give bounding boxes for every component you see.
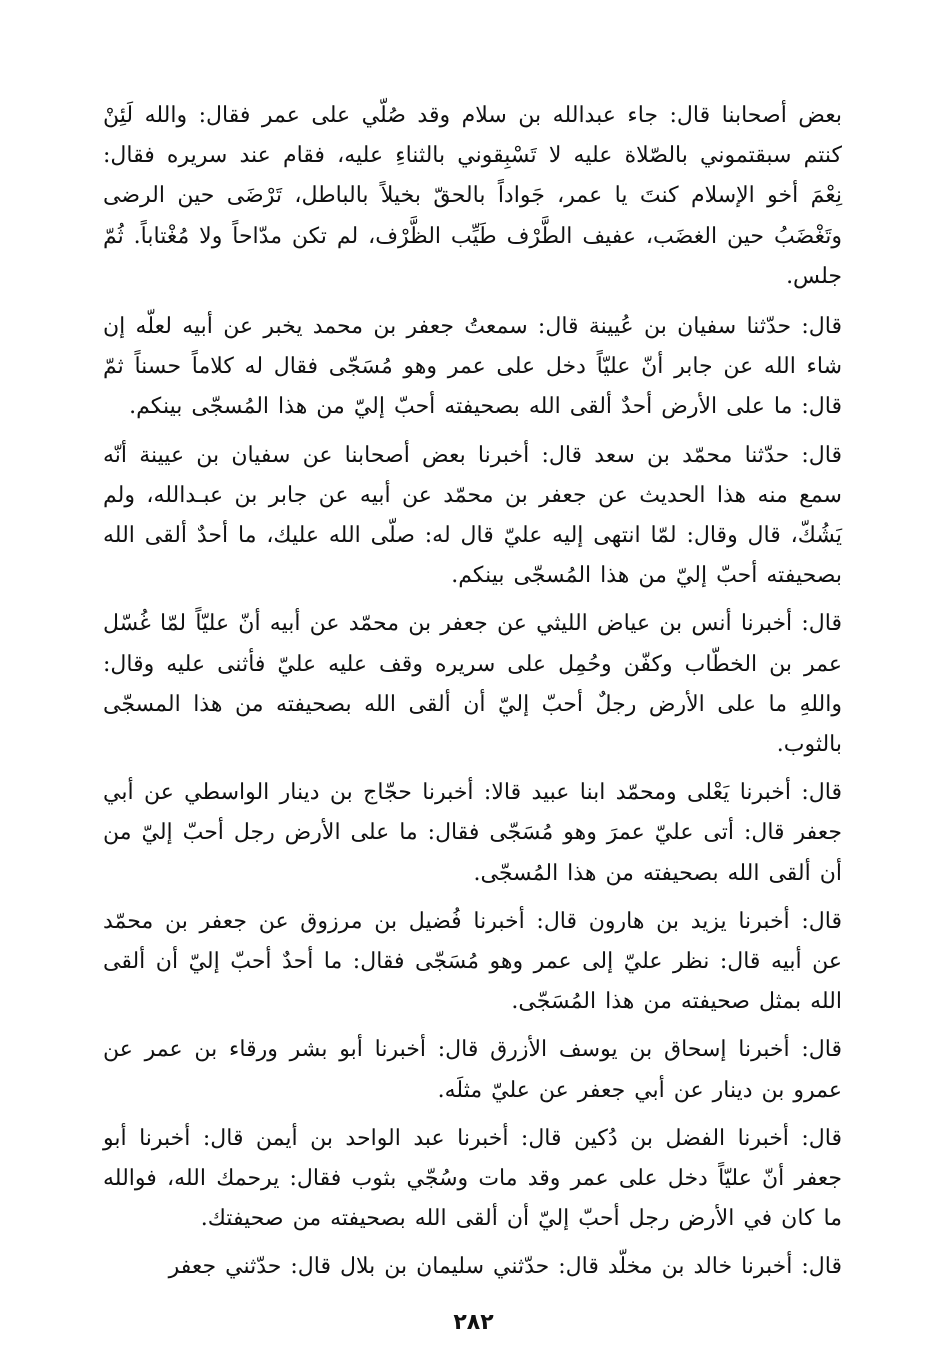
paragraph-5: قال: أخبرنا يَعْلى ومحمّد ابنا عبيد قالا: أخبرنا حجّاج بن دينار الواسطي عن أبي جعفر قال: أتى عليّ عمرَ وهو مُسَجّى فقال: ما على الأرض رجل أحبّ إليّ من أن ألقى الله بصحيفته من هذا المُسجّى. <box>103 780 842 886</box>
paragraph-4: قال: أخبرنا أنس بن عياض الليثي عن جعفر بن محمّد عن أبيه أنّ عليّاً لمّا غُسّل عمر بن الخطّاب وكفّن وحُمِل على سريره وقف عليه عليّ فأثنى عليه وقال: واللهِ ما على الأرض رجلٌ أحبّ إليّ أن ألقى الله بصحيفته من هذا المسجّى بالثوب. <box>103 611 842 758</box>
paragraph-8: قال: أخبرنا الفضل بن دُكين قال: أخبرنا عبد الواحد بن أيمن قال: أخبرنا أبو جعفر أنّ عليّاً دخل على عمر وقد مات وسُجّي بثوب فقال: يرحمك الله، فوالله ما كان في الأرض رجل أحبّ إليّ أن ألقى الله بصحيفته من صحيفتك. <box>103 1125 842 1232</box>
paragraph-9: قال: أخبرنا خالد بن مخلّد قال: حدّثني سليمان بن بلال قال: حدّثني جعفر <box>168 1254 842 1280</box>
paragraph-2: قال: حدّثنا سفيان بن عُيينة قال: سمعتُ جعفر بن محمد يخبر عن أبيه لعلّه إن شاء الله عن جابر أنّ عليّاً دخل على عمر وهو مُسَجّى فقال له كلاماً حسناً ثمّ قال: ما على الأرض أحدٌ ألقى الله بصحيفته أحبّ إليّ من هذا المُسجّى بينكم. <box>103 314 842 420</box>
paragraph-1: بعض أصحابنا قال: جاء عبدالله بن سلام وقد صُلّي على عمر فقال: والله لَئِنْ كنتم سبقتموني بالصّلاة عليه لا تَسْبِقوني بالثناءِ عليه، فقام عند سريره فقال: نِعْمَ أخو الإسلام كنتَ يا عمر، جَواداً بالحقّ بخيلاً بالباطل، تَرْضَى حين الرضى وتَغْضَبُ حين الغضَب، عفيف الطَّرْف طَيِّب الظَّرْف، لم تكن مدّاحاً ولا مُغْتاباً. ثُمّ جلس. <box>103 103 842 289</box>
page-number: ٢٨٢ <box>453 1310 494 1335</box>
paragraph-7: قال: أخبرنا إسحاق بن يوسف الأزرق قال: أخبرنا أبو بشر ورقاء بن عمر عن عمرو بن دينار عن أبي جعفر عن عليّ مثلَه. <box>103 1037 842 1103</box>
paragraph-6: قال: أخبرنا يزيد بن هارون قال: أخبرنا فُضيل بن مرزوق عن جعفر بن محمّد عن أبيه قال: نظر عليّ إلى عمر وهو مُسَجّى فقال: ما أحدٌ أحبّ إليّ أن ألقى الله بمثل صحيفته من هذا المُسَجّى. <box>103 908 843 1015</box>
paragraph-3: قال: حدّثنا محمّد بن سعد قال: أخبرنا بعض أصحابنا عن سفيان بن عيينة أنّه سمع منه هذا الحديث عن جعفر بن محمّد عن أبيه عن جابر بن عبـدالله، ولم يَشُكّ، قال وقال: لمّا انتهى إليه عليّ قال له: صلّى الله عليك، ما أحدٌ ألقى الله بصحيفته أحبّ إليّ من هذا المُسجّى بينكم. <box>103 442 842 589</box>
